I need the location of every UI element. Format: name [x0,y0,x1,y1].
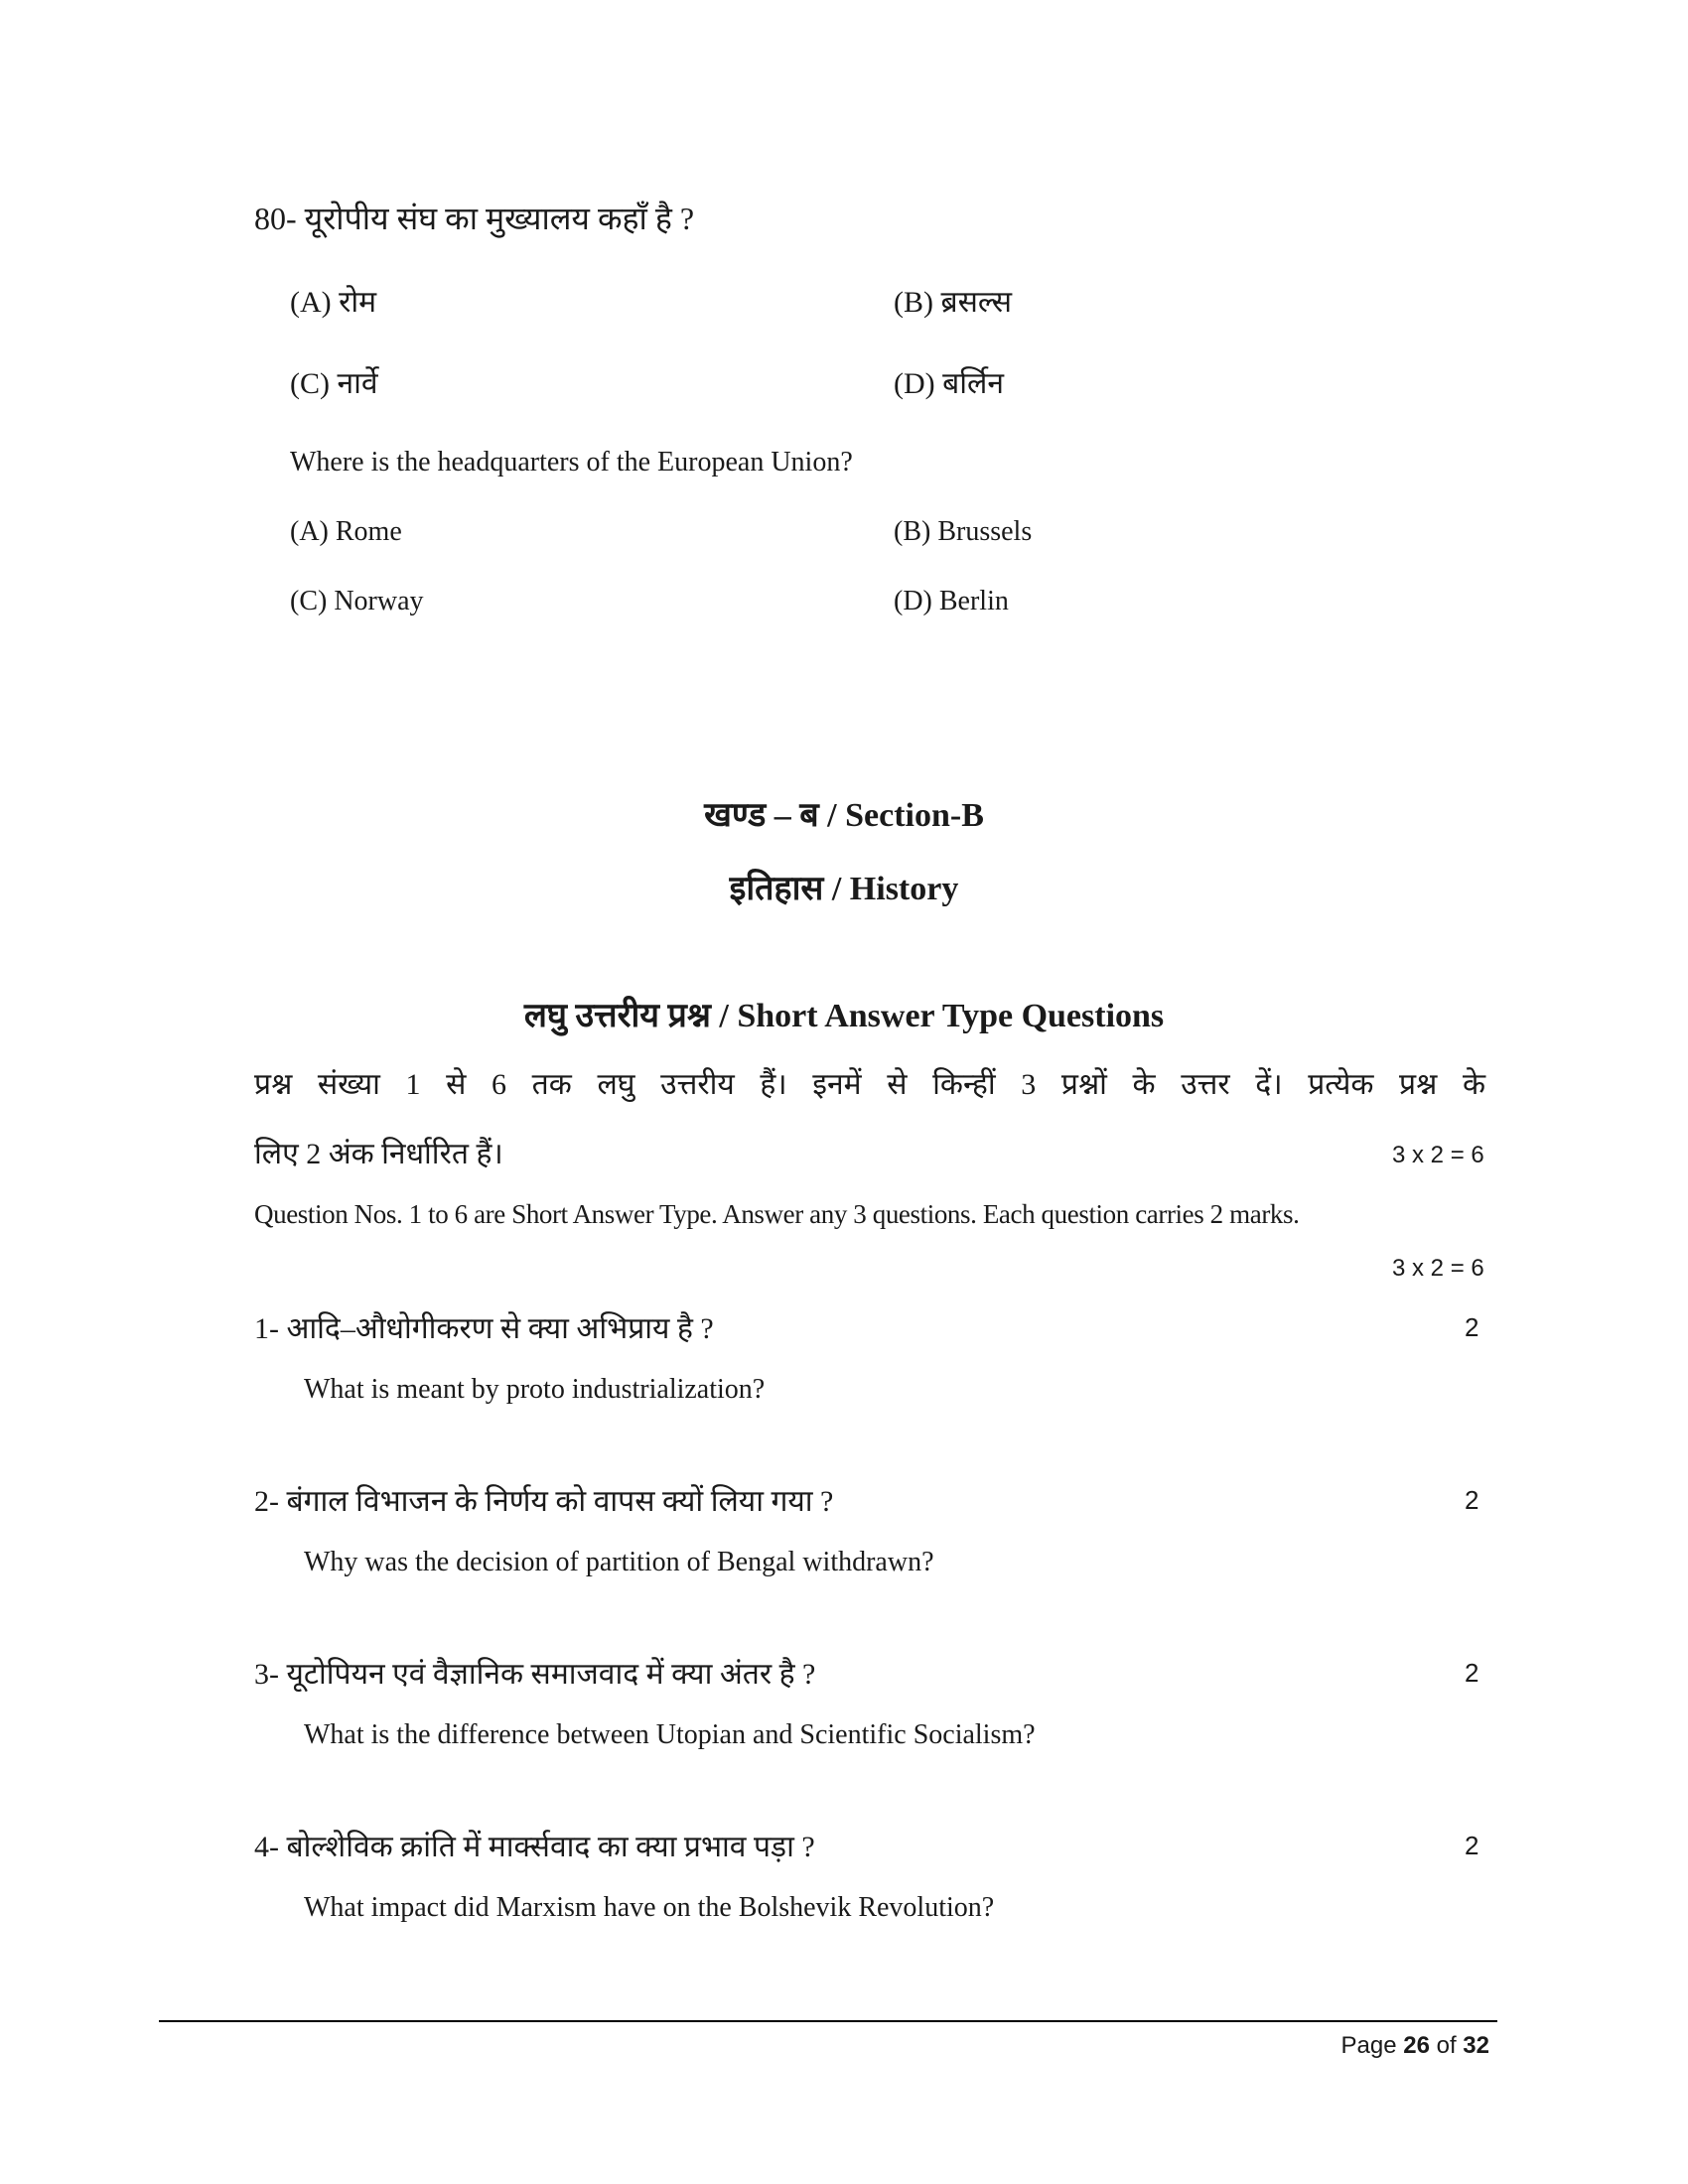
question-4-marks: 2 [1465,1831,1479,1860]
question-2-marks: 2 [1465,1485,1479,1515]
question-3-english: What is the difference between Utopian and Scientific Socialism? [304,1719,1036,1750]
q80-english-option-a: (A) Rome [290,516,402,547]
question-1-hindi: 1- आदि–औधोगीकरण से क्या अभिप्राय है ? [254,1312,714,1345]
marks-hindi: 3 x 2 = 6 [1392,1142,1484,1168]
page-number [1341,2032,1489,2060]
section-title: खण्ड – ब / Section-B [704,797,984,834]
subject-title: इतिहास / History [729,871,959,907]
page-prefix: Page [1340,2032,1404,2059]
instruction-hindi-line1: प्रश्न संख्या 1 से 6 तक लघु उत्तरीय हैं। इनमें से किन्हीं 3 प्रश्नों के उत्तर दें। प्रत्येक प्रश्न के [254,1068,1485,1101]
page-total: 32 [1463,2032,1489,2059]
marks-english: 3 x 2 = 6 [1392,1255,1484,1282]
question-1-marks: 2 [1465,1312,1479,1342]
subheading: लघु उत्तरीय प्रश्न / Short Answer Type Questions [523,998,1165,1034]
question-4-hindi: 4- बोल्शेविक क्रांति में मार्क्सवाद का क्या प्रभाव पड़ा ? [254,1831,815,1863]
q80-hindi-option-a: (A) रोम [290,286,377,319]
page-current: 26 [1403,2032,1430,2059]
q80-english-option-d: (D) Berlin [894,586,1009,616]
question-80-hindi: 80- यूरोपीय संघ का मुख्यालय कहाँ है ? [254,201,695,236]
question-4-english: What impact did Marxism have on the Bolshevik Revolution? [304,1892,995,1923]
question-3-hindi: 3- यूटोपियन एवं वैज्ञानिक समाजवाद में क्या अंतर है ? [254,1658,816,1691]
footer-divider [159,2020,1497,2022]
q80-hindi-option-d: (D) बर्लिन [894,367,1005,400]
instruction-english: Question Nos. 1 to 6 are Short Answer Type. Answer any 3 questions. Each question carries 2 marks. [254,1199,1300,1229]
question-80-english: Where is the headquarters of the European Union? [290,447,853,478]
instruction-hindi-line2: लिए 2 अंक निर्धारित हैं। [254,1138,503,1170]
q80-english-option-b: (B) Brussels [894,516,1033,547]
q80-english-option-c: (C) Norway [290,586,424,616]
question-1-english: What is meant by proto industrialization? [304,1374,766,1405]
question-2-hindi: 2- बंगाल विभाजन के निर्णय को वापस क्यों लिया गया ? [254,1485,834,1518]
question-2-english: Why was the decision of partition of Bengal withdrawn? [304,1547,934,1577]
question-3-marks: 2 [1465,1658,1479,1688]
page-middle: of [1429,2032,1464,2059]
q80-hindi-option-c: (C) नार्वे [290,367,378,400]
q80-hindi-option-b: (B) ब्रसल्स [894,286,1013,319]
